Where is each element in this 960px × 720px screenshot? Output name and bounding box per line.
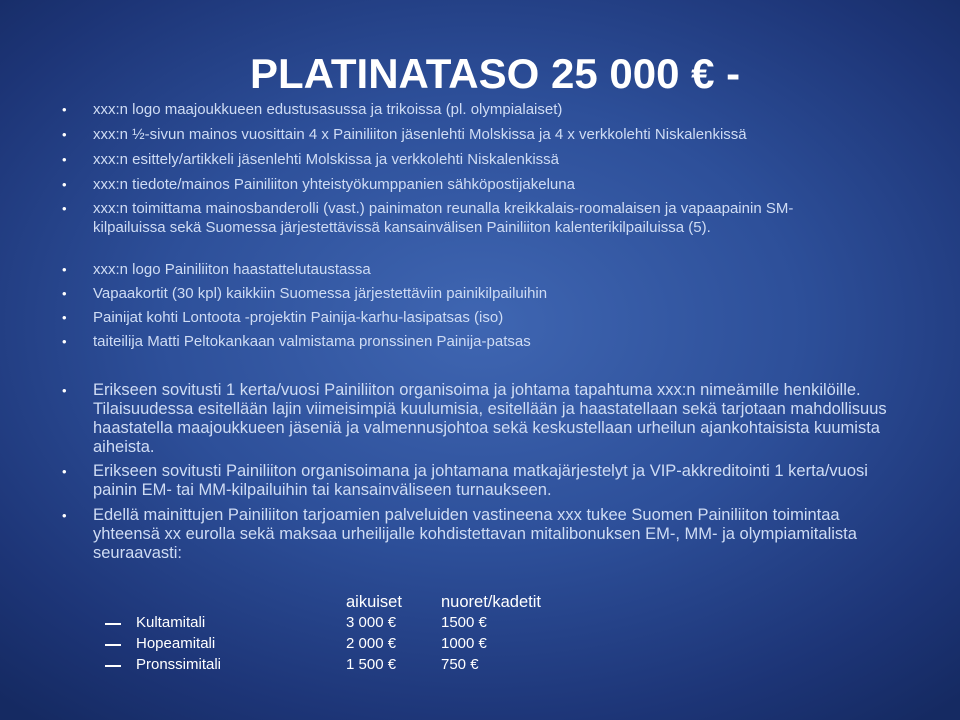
adults-amount: 3 000 € bbox=[346, 614, 397, 631]
dash-bullet bbox=[105, 665, 121, 667]
slide-title: PLATINATASO 25 000 € - bbox=[250, 50, 741, 97]
bullet-item: • xxx:n tiedote/mainos Painiliiton yhteistyökumppanien sähköpostijakeluna bbox=[93, 175, 913, 194]
bullet-item: • Erikseen sovitusti 1 kerta/vuosi Painiliiton organisoima ja johtama tapahtuma xxx:n nimeämille henkilöille. Tilaisuudessa esitellään lajin viimeisimpiä kuulumisia, esitellään ja haastatellaan sekä tarjotaan mahdollisuus haastatella maajoukkueen jäseniä ja valmennusjohtoa sekä keskustellaan urheilun ajankohtaisista kuumista aiheista. bbox=[93, 381, 888, 457]
bullet-item: • xxx:n esittely/artikkeli jäsenlehti Molskissa ja verkkolehti Niskalenkissä bbox=[93, 150, 913, 169]
medal-row-silver bbox=[0, 635, 600, 655]
medal-name: Pronssimitali bbox=[136, 656, 222, 673]
youth-amount: 1500 € bbox=[441, 614, 487, 631]
bullet-item: • Painijat kohti Lontoota -projektin Painija-karhu-lasipatsas (iso) bbox=[93, 308, 913, 327]
adults-amount: 1 500 € bbox=[346, 656, 397, 673]
dash-bullet bbox=[105, 623, 121, 625]
medal-name: Kultamitali bbox=[136, 614, 206, 631]
bullet-item: • Vapaakortit (30 kpl) kaikkiin Suomessa järjestettäviin painikilpailuihin bbox=[93, 284, 913, 303]
dash-bullet bbox=[105, 644, 121, 646]
adults-amount: 2 000 € bbox=[346, 635, 397, 652]
bullet-item: • xxx:n logo Painiliiton haastattelutaustassa bbox=[93, 260, 913, 279]
youth-amount: 750 € bbox=[441, 656, 479, 673]
bullet-item: • taiteilija Matti Peltokankaan valmistama pronssinen Painija-patsas bbox=[93, 332, 913, 351]
bullet-item: • xxx:n logo maajoukkueen edustusasussa ja trikoissa (pl. olympialaiset) bbox=[93, 100, 913, 119]
medal-row-bronze bbox=[0, 656, 600, 676]
youth-amount: 1000 € bbox=[441, 635, 487, 652]
bullet-item: • Edellä mainittujen Painiliiton tarjoamien palveluiden vastineena xxx tukee Suomen Painiliiton toimintaa yhteensä xx eurolla sekä maksaa urheilijalle kohdistettavan mitalibonuksen EM-, MM- ja olympiamitalista seuraavasti: bbox=[93, 506, 893, 563]
column-header-youth: nuoret/kadetit bbox=[441, 593, 541, 611]
bullet-item: • xxx:n ½-sivun mainos vuosittain 4 x Painiliiton jäsenlehti Molskissa ja 4 x verkkolehti Niskalenkissä bbox=[93, 125, 913, 144]
bullet-item: • xxx:n toimittama mainosbanderolli (vast.) painimaton reunalla kreikkalais-roomalaisen ja vapaapainin SM-kilpailuissa sekä Suomessa järjestettävissä kansainvälisen Painiliiton kalenterikilpailuissa (5). bbox=[93, 199, 823, 237]
medal-name: Hopeamitali bbox=[136, 635, 216, 652]
bullet-item: • Erikseen sovitusti Painiliiton organisoimana ja johtamana matkajärjestelyt ja VIP-akkreditointi 1 kerta/vuosi painin EM- tai MM-kilpailuihin tai kansainväliseen turnaukseen. bbox=[93, 462, 893, 500]
column-header-adults: aikuiset bbox=[346, 593, 402, 611]
medal-row-gold bbox=[0, 614, 600, 634]
